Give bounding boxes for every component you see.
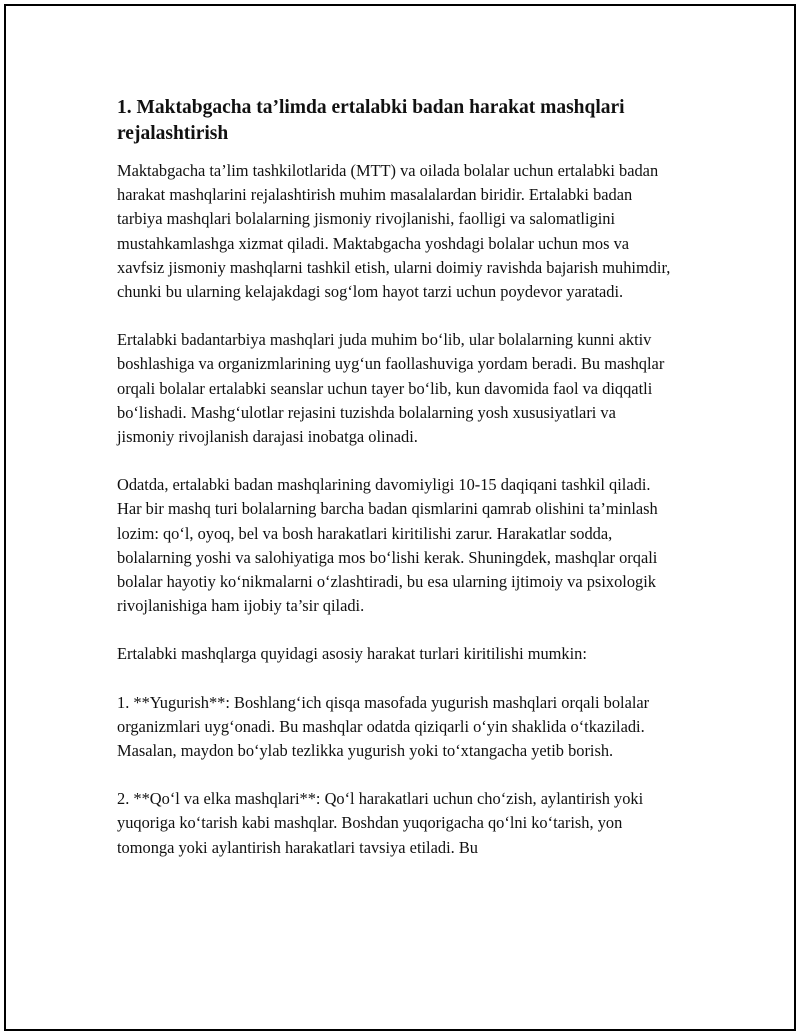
paragraph-duration: Odatda, ertalabki badan mashqlarining davomiyligi 10-15 daqiqani tashkil qiladi. Har bir mashq turi bolalarning barcha badan qismlarini qamrab olishini ta’minlash lozim: qo‘l, oyoq, bel va bosh harakatlari kiritilishi zarur. Harakatlar sodda, bolalarning yoshi va salohiyatiga mos bo‘lishi kerak. Shuningdek, mashqlar orqali bolalar hayotiy ko‘nikmalarni o‘zlashtiradi, bu esa ularning ijtimoiy va psixologik rivojlanishiga ham ijobiy ta’sir qiladi.	[117, 475, 658, 616]
section-heading: 1. Maktabgacha ta’limda ertalabki badan harakat mashqlari rejalashtirish	[117, 97, 625, 144]
document-body	[117, 95, 677, 884]
paragraph-importance: Ertalabki badantarbiya mashqlari juda muhim bo‘lib, ular bolalarning kunni aktiv boshlashiga va organizmlarining uyg‘un faollashuviga yordam beradi. Bu mashqlar orqali bolalar ertalabki seanslar uchun tayer bo‘lib, kun davomida faol va diqqatli bo‘lishadi. Mashg‘ulotlar rejasini tuzishda bolalarning yosh xususiyatlari va jismoniy rivojlanish darajasi inobatga olinadi.	[117, 330, 665, 447]
paragraph-intro: Maktabgacha ta’lim tashkilotlarida (MTT) va oilada bolalar uchun ertalabki badan harakat mashqlarini rejalashtirish muhim masalalardan biridir. Ertalabki badan tarbiya mashqlari bolalarning jismoniy rivojlanishi, faolligi va salomatligini mustahkamlashga xizmat qiladi. Maktabgacha yoshdagi bolalar uchun mos va xavfsiz jismoniy mashqlarni tashkil etish, ularni doimiy ravishda bajarish muhimdir, chunki bu ularning kelajakdagi sog‘lom hayot tarzi uchun poydevor yaratadi.	[117, 161, 671, 302]
paragraph-item-running: 1. **Yugurish**: Boshlang‘ich qisqa masofada yugurish mashqlari orqali bolalar organizmlari uyg‘onadi. Bu mashqlar odatda qiziqarli o‘yin shaklida o‘tkaziladi. Masalan, maydon bo‘ylab tezlikka yugurish yoki to‘xtangacha yetib borish.	[117, 692, 650, 761]
paragraph-list-intro: Ertalabki mashqlarga quyidagi asosiy harakat turlari kiritilishi mumkin:	[117, 644, 587, 664]
paragraph-item-arm-exercises: 2. **Qo‘l va elka mashqlari**: Qo‘l harakatlari uchun cho‘zish, aylantirish yoki yuqoriga ko‘tarish kabi mashqlar. Boshdan yuqorigacha qo‘lni ko‘tarish, yon tomonga yoki aylantirish harakatlari tavsiya etiladi. Bu	[117, 789, 644, 857]
